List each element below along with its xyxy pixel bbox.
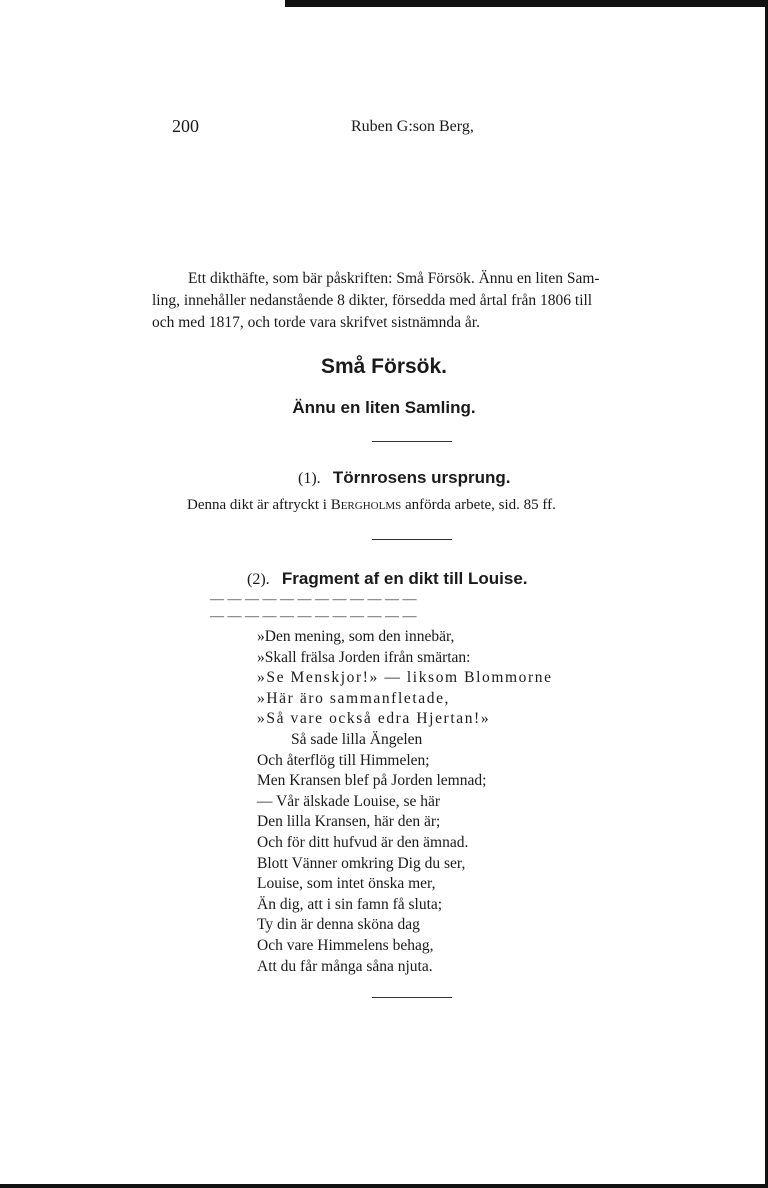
note-text-pre: Denna dikt är aftryckt i — [187, 497, 327, 513]
poem-line: — Vår älskade Louise, se här — [257, 792, 441, 810]
bottom-rule — [0, 1184, 768, 1188]
top-rule — [285, 0, 768, 7]
section-2-title: Fragment af en dikt till Louise. — [281, 569, 528, 588]
section-2-number: (2). — [247, 571, 270, 588]
poem-line: »Den mening, som den innebär, — [257, 628, 455, 645]
intro-line-2: ling, innehåller nedanstående 8 dikter, försedda med årtal från 1806 till — [152, 292, 593, 309]
page-number: 200 — [172, 116, 199, 136]
note-text-post: anförda arbete, sid. 85 ff. — [404, 497, 556, 513]
poem-line: Louise, som intet önska mer, — [257, 875, 436, 893]
poem-line: Och för ditt hufvud är den ämnad. — [257, 833, 469, 851]
section-1-note — [187, 497, 556, 514]
poem-line: Ty din är denna sköna dag — [257, 916, 420, 934]
poem-line: Blott Vänner omkring Dig du ser, — [257, 854, 466, 872]
poem-line: Och vare Himmelens behag, — [257, 936, 434, 954]
separator-2 — [372, 539, 452, 540]
poem-line: Och återflög till Himmelen; — [257, 751, 430, 769]
note-author-name: Bergholms — [330, 497, 402, 513]
intro-line-1: Ett dikthäfte, som bär påskriften: Små Försök. Ännu en liten Sam- — [188, 270, 600, 287]
separator-1 — [372, 441, 452, 442]
poem-line: »Se Menskjor!» — liksom Blommorne — [257, 669, 553, 687]
poem-line: Så sade lilla Ängelen — [291, 730, 423, 748]
collection-subtitle: Ännu en liten Samling. — [292, 398, 476, 417]
collection-title: Små Försök. — [320, 355, 448, 378]
separator-3 — [372, 997, 452, 998]
poem-line: Men Kransen blef på Jorden lemnad; — [257, 772, 487, 790]
poem-line: Den lilla Kransen, här den är; — [257, 813, 441, 831]
section-1-number: (1). — [298, 470, 321, 487]
section-2-heading — [247, 569, 528, 589]
section-1-title: Törnrosens ursprung. — [332, 468, 511, 487]
poem-line: Att du får många såna njuta. — [257, 957, 433, 975]
poem — [257, 627, 553, 977]
intro-line-3: och med 1817, och torde vara skrifvet sistnämnda år. — [152, 314, 480, 331]
dash-row-1: — — — — — — — — — — — — — [210, 592, 417, 607]
poem-line: Än dig, att i sin famn få sluta; — [257, 895, 443, 913]
running-head: Ruben G:son Berg, — [351, 118, 474, 135]
poem-line: »Så vare också edra Hjertan!» — [257, 710, 491, 728]
section-1-heading — [298, 468, 510, 488]
intro-paragraph — [152, 268, 680, 334]
poem-line: »Skall frälsa Jorden ifrån smärtan: — [257, 648, 471, 666]
dash-row-2: — — — — — — — — — — — — — [210, 609, 417, 624]
poem-line: »Här äro sammanfletade, — [257, 689, 451, 707]
